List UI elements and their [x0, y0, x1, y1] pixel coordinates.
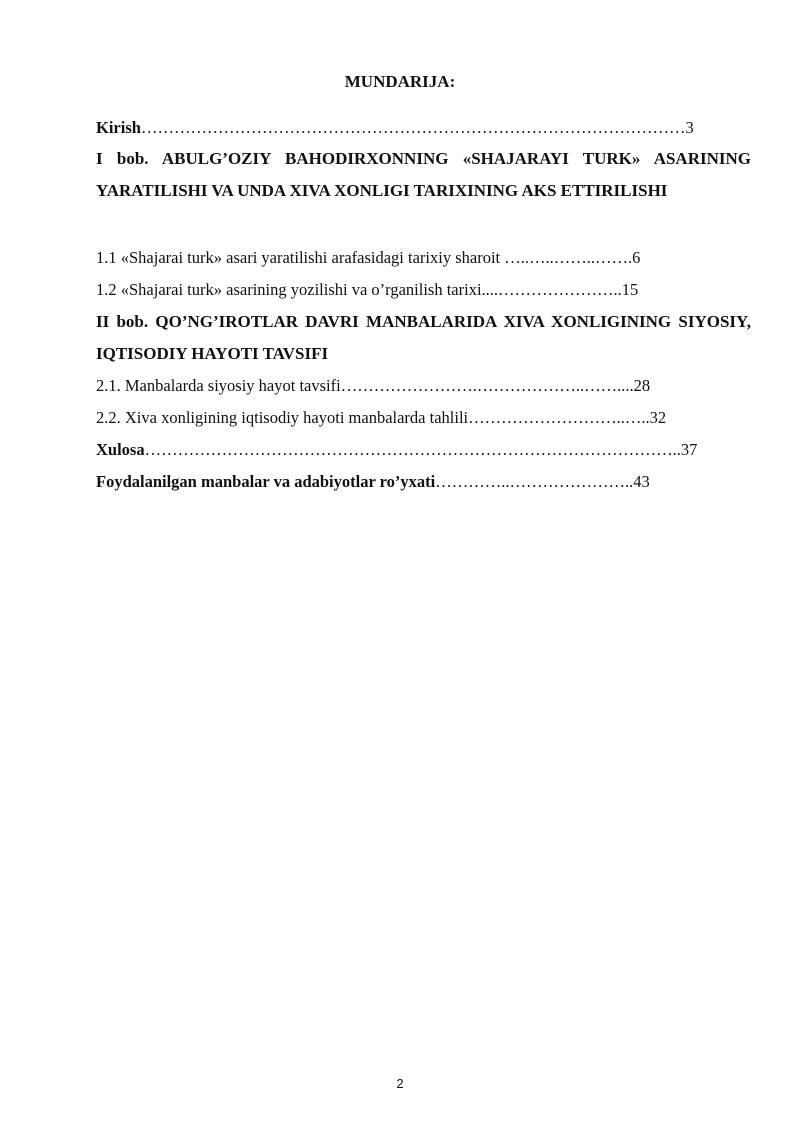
toc-1-1-label: «Shajarai turk» asari yaratilishi arafasidagi tarixiy sharoit — [116, 248, 505, 267]
page-number: 2 — [396, 1076, 404, 1091]
toc-references-label: Foydalanilgan manbalar va adabiyotlar ro’yxati — [96, 472, 436, 491]
toc-entry-1-2[interactable] — [96, 280, 638, 300]
toc-entry-intro[interactable] — [96, 118, 694, 138]
toc-entry-1-1[interactable] — [96, 248, 640, 268]
toc-intro-label: Kirish — [96, 118, 141, 137]
toc-2-1-page: 28 — [633, 376, 651, 395]
toc-2-1-label: Manbalarda siyosiy hayot tavsifi — [120, 376, 341, 395]
toc-intro-leader: ……………………………………………………………………………………… — [140, 118, 686, 137]
toc-entry-references[interactable] — [96, 472, 650, 492]
toc-1-2-leader: ....………………….. — [481, 280, 622, 299]
toc-1-1-number: 1.1 — [96, 248, 117, 267]
toc-entry-2-2[interactable] — [96, 408, 666, 428]
toc-conclusion-label: Xulosa — [96, 440, 145, 459]
toc-1-2-page: 15 — [621, 280, 639, 299]
toc-2-2-label: Xiva xonligining iqtisodiy hayoti manbalarda tahlili — [120, 408, 469, 427]
toc-entry-conclusion[interactable] — [96, 440, 697, 460]
page-title: MUNDARIJA: — [344, 72, 456, 91]
toc-conclusion-leader: …………………………………………………………………………………….. — [144, 440, 681, 459]
toc-2-2-number: 2.2. — [96, 408, 121, 427]
toc-entry-2-1[interactable] — [96, 376, 650, 396]
toc-1-2-number: 1.2 — [96, 280, 117, 299]
toc-references-page: 43 — [633, 472, 650, 491]
toc-1-1-leader: …..…..……..……. — [504, 248, 633, 267]
toc-2-1-number: 2.1. — [96, 376, 121, 395]
toc-1-2-label: «Shajarai turk» asarining yozilishi va o’rganilish tarixi — [116, 280, 482, 299]
toc-2-1-leader: …………………….………………..…….... — [340, 376, 634, 395]
toc-chapter-2-heading[interactable]: II bob. QO’NG’IROTLAR DAVRI MANBALARIDA XIVA XONLIGINING SIYOSIY, IQTISODIY HAYOTI TAVSIFI — [96, 312, 751, 363]
toc-conclusion-page: 37 — [680, 440, 698, 459]
toc-intro-page: 3 — [685, 118, 694, 137]
toc-references-leader: …………..………………….. — [435, 472, 634, 491]
toc-chapter-1-heading[interactable]: I bob. ABULG’OZIY BAHODIRXONNING «SHAJARAYI TURK» ASARINING YARATILISHI VA UNDA XIVA XONLIGI TARIXINING AKS ETTIRILISHI — [96, 149, 751, 200]
toc-2-2-page: 32 — [649, 408, 667, 427]
toc-2-2-leader: ………………………..….. — [468, 408, 650, 427]
toc-1-1-page: 6 — [632, 248, 641, 267]
